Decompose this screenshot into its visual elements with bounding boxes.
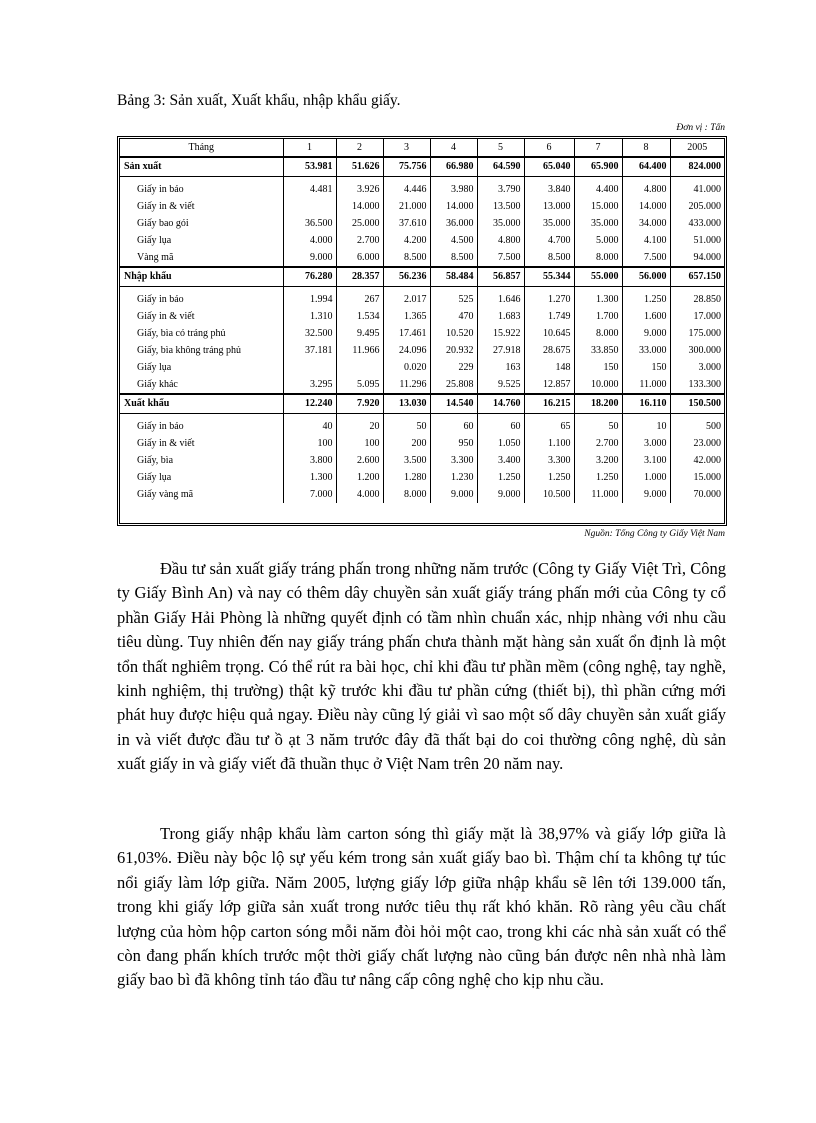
table-cell: 133.300 [670,376,724,394]
table-cell: 163 [477,359,524,376]
table-cell: 1.250 [574,469,622,486]
table-cell: 4.446 [383,177,430,199]
body-paragraph-1: Đầu tư sản xuất giấy tráng phấn trong những năm trước (Công ty Giấy Việt Trì, Công ty Giấy Bình An) và nay có thêm dây chuyền sản xuất giấy tráng phấn mới của Công ty cổ phần Giấy Hải Phòng là những quyết định có tầm nhìn chuẩn xác, nhịp nhàng với nhu cầu tiêu dùng. Tuy nhiên đến nay giấy tráng phấn chưa thành mặt hàng sản xuất ổn định là một tổn thất nghiêm trọng. Có thể rút ra bài học, chỉ khi đầu tư phần mềm (công nghệ, tay nghề, kinh nghiệm, thị trường) thật kỹ trước khi đầu tư phần cứng (thiết bị), thì phần cứng mới phát huy được hiệu quả ngay. Điều này cũng lý giải vì sao một số dây chuyền sản xuất giấy in và viết được đầu tư ồ ạt 3 năm trước đây đã thất bại do coi thường công nghệ, dù sản xuất giấy in và giấy viết đã thuần thục ở Việt Nam trên 20 năm nay. [117,559,726,774]
table-cell: 3.926 [336,177,383,199]
table-cell: 1.100 [524,435,574,452]
table-cell: 64.590 [477,157,524,177]
table-cell: 1.280 [383,469,430,486]
table-cell: 8.500 [383,249,430,267]
table-cell: 11.000 [622,376,670,394]
table-cell: 4.400 [574,177,622,199]
table-row [120,486,724,503]
table-cell: 1.250 [477,469,524,486]
table-row [120,342,724,359]
table-cell: 150 [574,359,622,376]
row-label: Giấy lụa [137,234,172,246]
row-label: Giấy in & viết [137,437,195,449]
table-row [120,325,724,342]
table-body [120,139,724,503]
table-cell: 51.000 [670,232,724,249]
table-cell: 1.300 [574,287,622,309]
table-cell: 10 [622,414,670,436]
table-cell: 229 [430,359,477,376]
table-cell: 28.357 [336,267,383,287]
table-cell: 12.857 [524,376,574,394]
table-cell: 55.000 [574,267,622,287]
table-cell: 14.540 [430,394,477,414]
table-cell: 13.500 [477,198,524,215]
table-cell: 3.100 [622,452,670,469]
table-cell: 50 [574,414,622,436]
table-cell: 16.215 [524,394,574,414]
row-label: Giấy lụa [137,471,172,483]
row-label: Giấy, bìa không tráng phủ [137,344,242,356]
table-cell: 7.500 [477,249,524,267]
table-cell: 3.300 [430,452,477,469]
table-cell: 1.700 [574,308,622,325]
table-cell: 14.000 [622,198,670,215]
table-cell: 35.000 [477,215,524,232]
table-cell: 20 [336,414,383,436]
table-cell: 65.900 [574,157,622,177]
table-cell: 53.981 [283,157,336,177]
table-cell: 21.000 [383,198,430,215]
table-cell: 525 [430,287,477,309]
table-cell: 25.000 [336,215,383,232]
table-cell: 14.760 [477,394,524,414]
table-cell: 9.000 [477,486,524,503]
table-cell: 9.000 [622,325,670,342]
table-cell: 1.683 [477,308,524,325]
table-cell: 9.000 [622,486,670,503]
table-cell: 1.365 [383,308,430,325]
table-cell: 11.966 [336,342,383,359]
table-cell: 36.000 [430,215,477,232]
table-row [120,376,724,394]
table-cell: 3.400 [477,452,524,469]
table-cell: 60 [477,414,524,436]
table-cell: 11.296 [383,376,430,394]
table-cell: 35.000 [524,215,574,232]
table-cell: 64.400 [622,157,670,177]
table-row [120,452,724,469]
table-cell: 14.000 [430,198,477,215]
row-label: Giấy in & viết [137,200,195,212]
row-label: Giấy in báo [137,183,184,195]
table-cell: 148 [524,359,574,376]
column-header: 8 [622,139,670,157]
section-total-row [120,267,724,287]
table-cell: 37.610 [383,215,430,232]
table-cell: 15.000 [574,198,622,215]
table-cell: 4.800 [477,232,524,249]
table-cell: 4.500 [430,232,477,249]
table-cell: 32.500 [283,325,336,342]
table-cell: 5.095 [336,376,383,394]
table-cell [336,359,383,376]
table-cell: 25.808 [430,376,477,394]
table-cell: 7.500 [622,249,670,267]
table-cell: 3.000 [622,435,670,452]
table-cell: 1.300 [283,469,336,486]
table-cell: 94.000 [670,249,724,267]
table-row [120,287,724,309]
table-cell: 300.000 [670,342,724,359]
table-cell: 433.000 [670,215,724,232]
table-cell: 35.000 [574,215,622,232]
column-header: 4 [430,139,477,157]
table-cell: 1.250 [524,469,574,486]
table-row [120,249,724,267]
table-cell: 100 [283,435,336,452]
table-cell: 10.000 [574,376,622,394]
table-cell: 2.017 [383,287,430,309]
table-cell: 267 [336,287,383,309]
table-row [120,435,724,452]
table-cell: 1.310 [283,308,336,325]
table-cell: 20.932 [430,342,477,359]
table-cell: 4.100 [622,232,670,249]
table-cell: 56.236 [383,267,430,287]
table-cell: 4.200 [383,232,430,249]
table-cell: 824.000 [670,157,724,177]
table-cell: 4.800 [622,177,670,199]
table-cell: 657.150 [670,267,724,287]
row-label: Vàng mã [137,251,174,263]
table-cell: 205.000 [670,198,724,215]
table-cell: 100 [336,435,383,452]
table-cell: 42.000 [670,452,724,469]
table-cell: 50 [383,414,430,436]
table-cell: 70.000 [670,486,724,503]
table-cell: 10.500 [524,486,574,503]
row-label: Giấy, bìa có tráng phủ [137,327,226,339]
table-cell: 150 [622,359,670,376]
table-cell: 33.850 [574,342,622,359]
table-cell: 65 [524,414,574,436]
table-cell: 34.000 [622,215,670,232]
table-cell: 12.240 [283,394,336,414]
table-cell: 11.000 [574,486,622,503]
table-cell: 16.110 [622,394,670,414]
table-cell: 2.700 [336,232,383,249]
row-label: Giấy, bìa [137,454,174,466]
table-cell: 1.600 [622,308,670,325]
table-row [120,359,724,376]
table-cell: 3.800 [283,452,336,469]
row-label: Sản xuất [120,157,283,177]
table-cell: 75.756 [383,157,430,177]
table-cell: 0.020 [383,359,430,376]
column-header: 5 [477,139,524,157]
table-cell: 1.270 [524,287,574,309]
paper-statistics-table [120,139,724,503]
table-cell: 18.200 [574,394,622,414]
table-cell: 2.700 [574,435,622,452]
table-row [120,232,724,249]
table-cell: 1.000 [622,469,670,486]
table-cell: 4.000 [283,232,336,249]
table-cell: 470 [430,308,477,325]
table-cell: 9.000 [430,486,477,503]
row-label: Giấy bao gói [137,217,189,229]
row-label: Nhập khẩu [120,267,283,287]
row-label: Giấy khác [137,378,178,390]
unit-note: Đơn vị : Tấn [676,123,725,133]
column-header: Tháng [120,139,283,157]
table-row [120,215,724,232]
column-header: 7 [574,139,622,157]
table-cell: 56.857 [477,267,524,287]
row-label: Giấy vàng mã [137,488,194,500]
column-header: 2005 [670,139,724,157]
table-cell: 3.500 [383,452,430,469]
table-cell: 23.000 [670,435,724,452]
table-cell: 1.749 [524,308,574,325]
table-cell: 41.000 [670,177,724,199]
data-table-frame [117,136,727,526]
table-cell: 4.481 [283,177,336,199]
table-header-row [120,139,724,157]
table-cell: 28.675 [524,342,574,359]
table-cell: 17.461 [383,325,430,342]
source-note: Nguồn: Tổng Công ty Giấy Việt Nam [584,529,725,539]
table-cell: 4.000 [336,486,383,503]
table-cell [283,359,336,376]
table-cell: 36.500 [283,215,336,232]
table-cell: 1.200 [336,469,383,486]
column-header: 6 [524,139,574,157]
table-cell: 28.850 [670,287,724,309]
table-cell: 3.980 [430,177,477,199]
table-cell: 66.980 [430,157,477,177]
table-cell: 150.500 [670,394,724,414]
table-row [120,177,724,199]
table-cell: 3.200 [574,452,622,469]
table-cell: 40 [283,414,336,436]
table-cell [283,198,336,215]
table-cell: 37.181 [283,342,336,359]
table-cell: 60 [430,414,477,436]
table-cell: 56.000 [622,267,670,287]
row-label: Giấy lụa [137,361,172,373]
table-cell: 27.918 [477,342,524,359]
table-cell: 7.920 [336,394,383,414]
row-label: Xuất khẩu [120,394,283,414]
table-cell: 10.645 [524,325,574,342]
table-cell: 7.000 [283,486,336,503]
table-cell: 8.000 [383,486,430,503]
table-cell: 175.000 [670,325,724,342]
table-cell: 500 [670,414,724,436]
table-cell: 2.600 [336,452,383,469]
table-cell: 4.700 [524,232,574,249]
table-row [120,414,724,436]
table-cell: 1.994 [283,287,336,309]
table-cell: 15.000 [670,469,724,486]
table-cell: 9.000 [283,249,336,267]
table-cell: 3.000 [670,359,724,376]
table-cell: 58.484 [430,267,477,287]
column-header: 2 [336,139,383,157]
table-cell: 8.000 [574,325,622,342]
table-cell: 1.534 [336,308,383,325]
table-cell: 3.300 [524,452,574,469]
row-label: Giấy in báo [137,420,184,432]
table-cell: 14.000 [336,198,383,215]
column-header: 3 [383,139,430,157]
section-total-row [120,394,724,414]
table-cell: 65.040 [524,157,574,177]
table-cell: 200 [383,435,430,452]
table-cell: 17.000 [670,308,724,325]
table-cell: 76.280 [283,267,336,287]
table-cell: 3.840 [524,177,574,199]
table-cell: 1.250 [622,287,670,309]
table-cell: 1.230 [430,469,477,486]
table-cell: 13.030 [383,394,430,414]
table-cell: 51.626 [336,157,383,177]
table-cell: 24.096 [383,342,430,359]
table-cell: 950 [430,435,477,452]
table-cell: 8.000 [574,249,622,267]
table-row [120,308,724,325]
table-row [120,469,724,486]
table-cell: 5.000 [574,232,622,249]
table-cell: 3.790 [477,177,524,199]
table-cell: 6.000 [336,249,383,267]
section-total-row [120,157,724,177]
table-row [120,198,724,215]
table-caption: Bảng 3: Sản xuất, Xuất khẩu, nhập khẩu giấy. [117,92,401,109]
table-cell: 13.000 [524,198,574,215]
column-header: 1 [283,139,336,157]
table-cell: 3.295 [283,376,336,394]
table-cell: 33.000 [622,342,670,359]
table-cell: 9.525 [477,376,524,394]
table-cell: 8.500 [524,249,574,267]
table-cell: 55.344 [524,267,574,287]
table-cell: 10.520 [430,325,477,342]
table-cell: 1.646 [477,287,524,309]
table-cell: 15.922 [477,325,524,342]
table-cell: 1.050 [477,435,524,452]
row-label: Giấy in & viết [137,310,195,322]
table-cell: 9.495 [336,325,383,342]
body-paragraph-2: Trong giấy nhập khẩu làm carton sóng thì giấy mặt là 38,97% và giấy lớp giữa là 61,03%. Điều này bộc lộ sự yếu kém trong sản xuất giấy bao bì. Thậm chí ta không tự túc nổi giấy làm lớp giữa. Năm 2005, lượng giấy lớp giữa nhập khẩu sẽ lên tới 139.000 tấn, trong khi giấy lớp giữa sản xuất trong nước tiêu thụ rất khó khăn. Rõ ràng yêu cầu chất lượng của hòm hộp carton sóng mỗi năm đòi hỏi một cao, trong khi các nhà sản xuất có thể còn đang phấn khích trước một thời giấy chất lượng nào cũng bán được nên nhà nhà làm giấy bao bì đã không tỉnh táo đầu tư nâng cấp công nghệ cho kịp nhu cầu. [117,824,726,990]
table-cell: 8.500 [430,249,477,267]
row-label: Giấy in báo [137,293,184,305]
